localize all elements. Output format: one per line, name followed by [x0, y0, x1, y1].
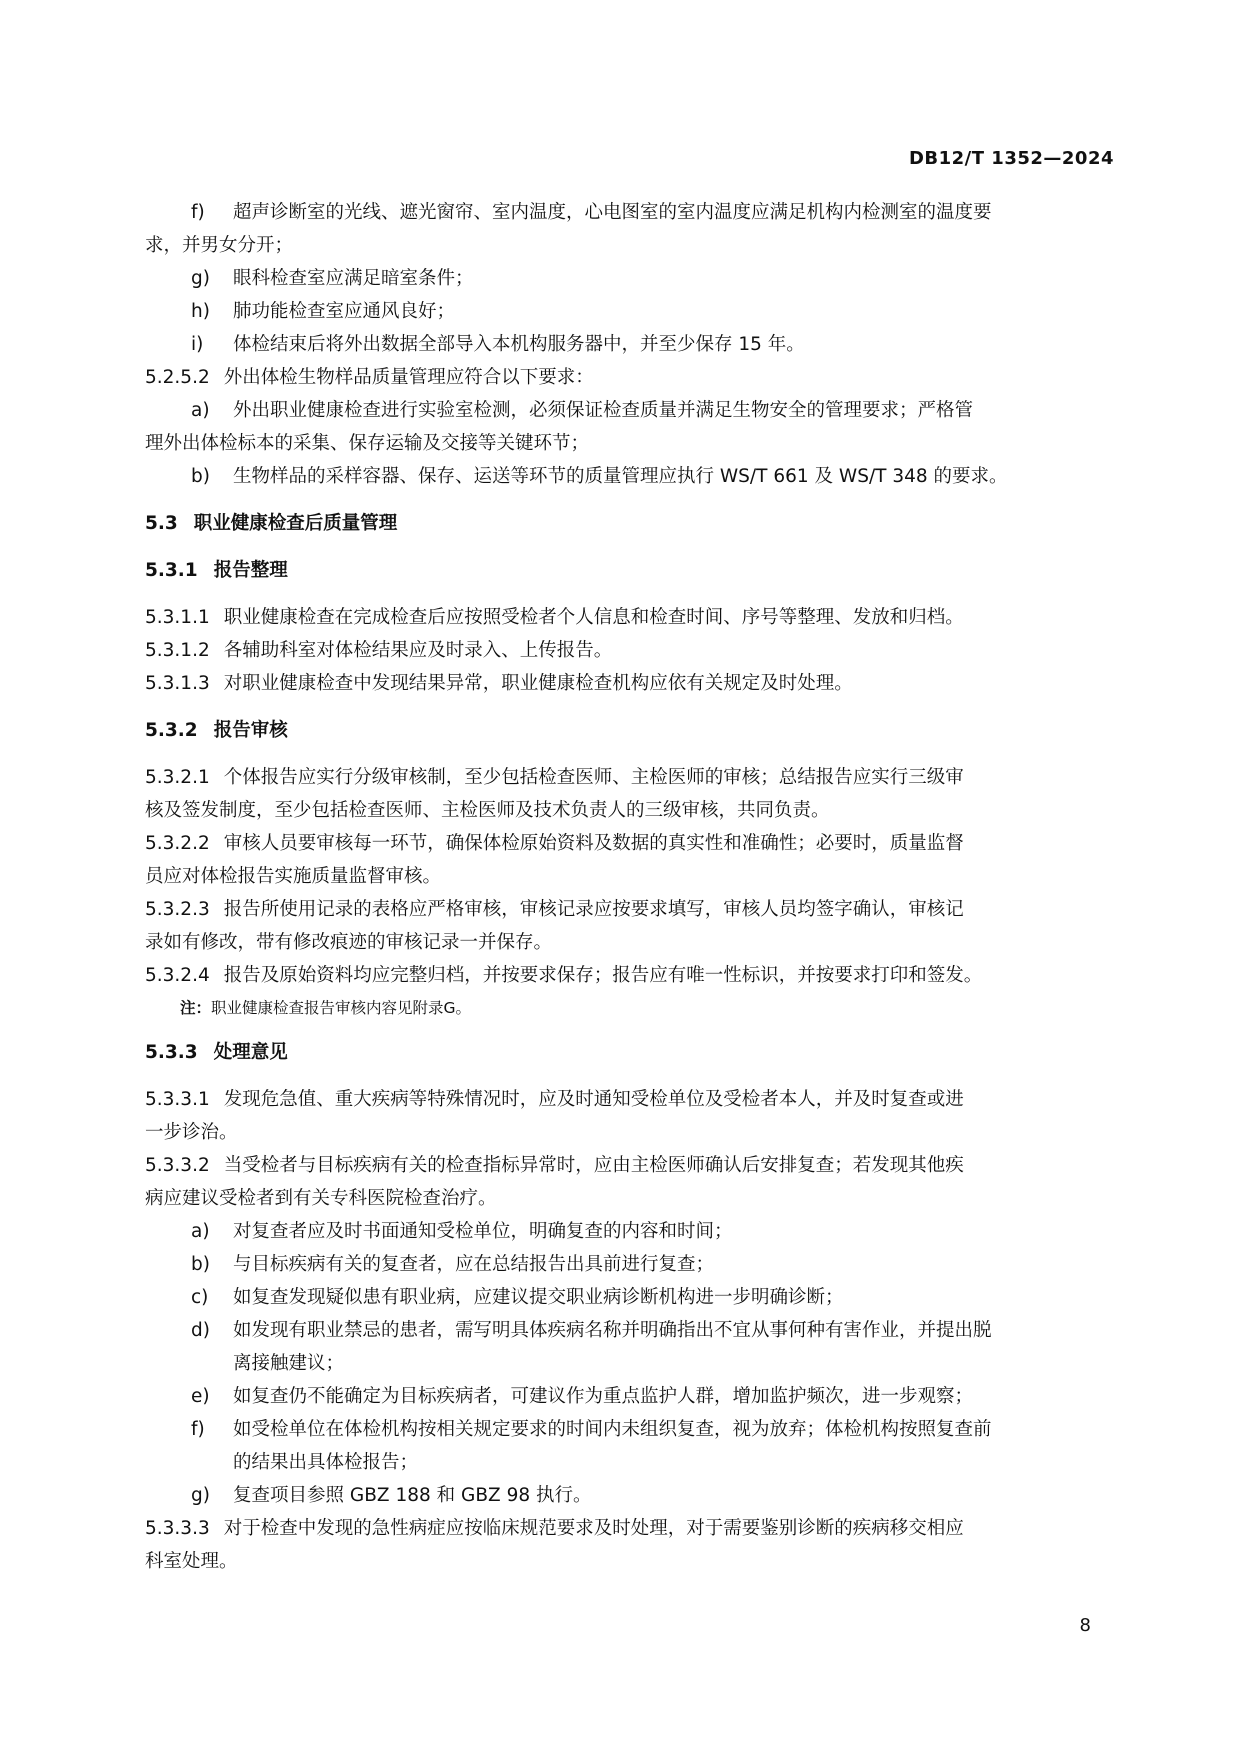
list-label: b) [191, 1254, 210, 1275]
list-text: 肺功能检查室应通风良好； [233, 301, 456, 322]
section-title: 报告整理 [213, 560, 288, 581]
list-text: 如复查发现疑似患有职业病，应建议提交职业病诊断机构进一步明确诊断； [233, 1287, 844, 1308]
clause-5-3-2-2-cont: 员应对体检报告实施质量监督审核。 [145, 866, 442, 887]
list-item-g [145, 1479, 1115, 1512]
list-text: 体检结束后将外出数据全部导入本机构服务器中，并至少保存 15 年。 [233, 334, 805, 355]
page-number: 8 [1079, 1615, 1091, 1636]
list-text: 对复查者应及时书面通知受检单位，明确复查的内容和时间； [233, 1221, 733, 1242]
clause-5-3-2-4 [145, 959, 1115, 992]
list-item-f [145, 196, 1115, 229]
list-item-d-cont: 离接触建议； [233, 1353, 345, 1374]
list-label: b) [191, 466, 210, 487]
list-label: e) [191, 1386, 210, 1407]
list-label: i) [191, 334, 204, 355]
clause-number: 5.3.1.3 [145, 673, 210, 694]
list-text: 如发现有职业禁忌的患者，需写明具体疾病名称并明确指出不宜从事何种有害作业，并提出脱 [233, 1320, 992, 1341]
list-item-g [145, 262, 1115, 295]
list-text: 超声诊断室的光线、遮光窗帘、室内温度，心电图室的室内温度应满足机构内检测室的温度要 [233, 202, 992, 223]
list-label: c) [191, 1287, 209, 1308]
clause-5-3-3-2 [145, 1149, 1115, 1182]
section-heading-5-3-3 [145, 1036, 1115, 1069]
list-item-d [145, 1314, 1115, 1347]
list-label: h) [191, 301, 210, 322]
clause-5-3-3-2-cont: 病应建议受检者到有关专科医院检查治疗。 [145, 1188, 497, 1209]
list-item-h [145, 295, 1115, 328]
clause-number: 5.3.3.3 [145, 1518, 210, 1539]
clause-text: 报告及原始资料均应完整归档，并按要求保存；报告应有唯一性标识，并按要求打印和签发。 [223, 965, 983, 986]
clause-number: 5.3.2.3 [145, 899, 210, 920]
clause-text: 当受检者与目标疾病有关的检查指标异常时，应由主检医师确认后安排复查；若发现其他疾 [223, 1155, 964, 1176]
list-text: 与目标疾病有关的复查者，应在总结报告出具前进行复查； [233, 1254, 715, 1275]
list-item-b [145, 460, 1115, 493]
clause-5-3-3-3 [145, 1512, 1115, 1545]
clause-number: 5.3.3.2 [145, 1155, 210, 1176]
clause-number: 5.2.5.2 [145, 367, 210, 388]
clause-5-3-3-3-cont: 科室处理。 [145, 1551, 238, 1572]
list-item-a [145, 394, 1115, 427]
clause-5-3-1-3 [145, 667, 1115, 700]
list-item-a [145, 1215, 1115, 1248]
clause-text: 各辅助科室对体检结果应及时录入、上传报告。 [223, 640, 613, 661]
clause-5-3-1-1 [145, 601, 1115, 634]
section-title: 报告审核 [213, 720, 288, 741]
list-item-f [145, 1413, 1115, 1446]
clause-5-2-5-2 [145, 361, 1115, 394]
clause-text: 发现危急值、重大疾病等特殊情况时，应及时通知受检单位及受检者本人，并及时复查或进 [223, 1089, 964, 1110]
clause-text: 外出体检生物样品质量管理应符合以下要求： [223, 367, 594, 388]
list-text: 如受检单位在体检机构按相关规定要求的时间内未组织复查，视为放弃；体检机构按照复查前 [233, 1419, 992, 1440]
clause-number: 5.3.2.2 [145, 833, 210, 854]
clause-5-3-1-2 [145, 634, 1115, 667]
clause-5-3-2-3-cont: 录如有修改，带有修改痕迹的审核记录一并保存。 [145, 932, 553, 953]
clause-number: 5.3.1.1 [145, 607, 210, 628]
clause-number: 5.3.2.1 [145, 767, 210, 788]
list-item-b [145, 1248, 1115, 1281]
clause-text: 报告所使用记录的表格应严格审核，审核记录应按要求填写，审核人员均签字确认，审核记 [223, 899, 964, 920]
clause-5-3-2-3 [145, 893, 1115, 926]
section-title: 处理意见 [213, 1042, 288, 1063]
note [145, 994, 1115, 1022]
clause-number: 5.3.3.1 [145, 1089, 210, 1110]
list-item-a-cont: 理外出体检标本的采集、保存运输及交接等关键环节； [145, 433, 590, 454]
section-number: 5.3.2 [145, 720, 198, 741]
list-label: a) [191, 1221, 210, 1242]
clause-5-3-2-2 [145, 827, 1115, 860]
note-label: 注： [180, 999, 212, 1017]
page-content [145, 196, 1115, 1578]
clause-text: 对于检查中发现的急性病症应按临床规范要求及时处理，对于需要鉴别诊断的疾病移交相应 [223, 1518, 964, 1539]
clause-text: 对职业健康检查中发现结果异常，职业健康检查机构应依有关规定及时处理。 [223, 673, 853, 694]
list-item-i [145, 328, 1115, 361]
clause-number: 5.3.2.4 [145, 965, 210, 986]
clause-5-3-3-1 [145, 1083, 1115, 1116]
note-text: 职业健康检查报告审核内容见附录G。 [211, 999, 472, 1017]
section-heading-5-3 [145, 507, 1115, 540]
section-heading-5-3-2 [145, 714, 1115, 747]
list-label: a) [191, 400, 210, 421]
list-text: 外出职业健康检查进行实验室检测，必须保证检查质量并满足生物安全的管理要求；严格管 [233, 400, 974, 421]
section-number: 5.3.3 [145, 1042, 198, 1063]
list-label: d) [191, 1320, 210, 1341]
list-label: f) [191, 202, 205, 223]
clause-5-3-2-1 [145, 761, 1115, 794]
section-number: 5.3.1 [145, 560, 198, 581]
document-code: DB12/T 1352—2024 [908, 148, 1114, 169]
list-text: 生物样品的采样容器、保存、运送等环节的质量管理应执行 WS/T 661 及 WS/T 348 的要求。 [233, 466, 1008, 487]
clause-5-3-3-1-cont: 一步诊治。 [145, 1122, 238, 1143]
list-label: g) [191, 268, 210, 289]
clause-text: 个体报告应实行分级审核制，至少包括检查医师、主检医师的审核；总结报告应实行三级审 [223, 767, 964, 788]
list-label: g) [191, 1485, 210, 1506]
list-item-c [145, 1281, 1115, 1314]
list-item-f-cont: 求，并男女分开； [145, 235, 294, 256]
section-number: 5.3 [145, 513, 178, 534]
section-title: 职业健康检查后质量管理 [193, 513, 398, 534]
clause-text: 审核人员要审核每一环节，确保体检原始资料及数据的真实性和准确性；必要时，质量监督 [223, 833, 964, 854]
list-text: 眼科检查室应满足暗室条件； [233, 268, 474, 289]
list-text: 如复查仍不能确定为目标疾病者，可建议作为重点监护人群，增加监护频次，进一步观察； [233, 1386, 974, 1407]
list-item-f-cont: 的结果出具体检报告； [233, 1452, 419, 1473]
list-item-e [145, 1380, 1115, 1413]
clause-5-3-2-1-cont: 核及签发制度，至少包括检查医师、主检医师及技术负责人的三级审核，共同负责。 [145, 800, 830, 821]
clause-text: 职业健康检查在完成检查后应按照受检者个人信息和检查时间、序号等整理、发放和归档。 [223, 607, 964, 628]
clause-number: 5.3.1.2 [145, 640, 210, 661]
list-text: 复查项目参照 GBZ 188 和 GBZ 98 执行。 [233, 1485, 592, 1506]
list-label: f) [191, 1419, 205, 1440]
section-heading-5-3-1 [145, 554, 1115, 587]
